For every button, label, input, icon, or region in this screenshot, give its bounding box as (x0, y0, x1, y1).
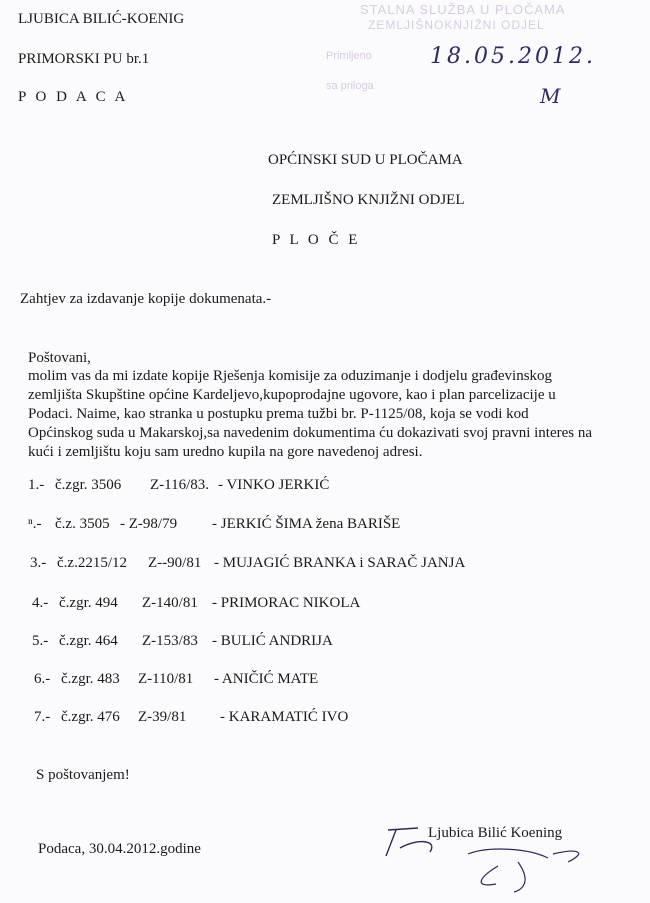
item-reference: Z-116/83. (150, 477, 210, 493)
item-parcel: č.z. 3505 (55, 516, 110, 532)
item-owner: - ANIČIĆ MATE (214, 671, 319, 687)
item-reference: Z-39/81 (138, 709, 187, 725)
signature-name: Ljubica Bilić Koening (428, 825, 563, 841)
body-line: zemljišta Skupštine općine Kardeljevo,kupoprodajne ugovore, kao i plan parcelizacije u (28, 387, 556, 403)
item-parcel: č.zgr. 483 (61, 671, 120, 687)
item-number: ⁿ.- (28, 516, 42, 532)
item-parcel: č.z.2215/12 (57, 555, 127, 571)
item-number: 4.- (32, 595, 49, 611)
item-reference: - Z-98/79 (120, 516, 178, 532)
item-owner: - KARAMATIĆ IVO (220, 709, 349, 725)
item-owner: - PRIMORAC NIKOLA (212, 595, 361, 611)
body-line: Podaci. Naime, kao stranka u postupku prema tužbi br. P-1125/08, koja se vodi kod (28, 406, 529, 422)
item-owner: - VINKO JERKIĆ (218, 477, 330, 493)
item-owner: - BULIĆ ANDRIJA (212, 633, 333, 649)
stamp-line-1: STALNA SLUŽBA U PLOČAMA (360, 2, 566, 17)
subject-line: Zahtjev za izdavanje kopije dokumenata.- (20, 291, 272, 307)
sender-town: P O D A C A (18, 89, 129, 105)
stamp-received-label: Primljeno (326, 50, 372, 62)
greeting: Poštovani, (28, 350, 91, 366)
closing: S poštovanjem! (36, 767, 130, 783)
item-number: 1.- (28, 477, 45, 493)
item-reference: Z-153/83 (142, 633, 198, 649)
recipient-court: OPĆINSKI SUD U PLOČAMA (268, 152, 463, 168)
stamp-initials: M (540, 84, 561, 108)
item-reference: Z-140/81 (142, 595, 198, 611)
body-line: Općinskog suda u Makarskoj,sa navedenim dokumentima ću dokazivati svoj pravni interes na (28, 425, 593, 441)
item-parcel: č.zgr. 476 (61, 709, 120, 725)
item-reference: Z--90/81 (148, 555, 202, 571)
item-number: 6.- (34, 671, 51, 687)
item-owner: - MUJAGIĆ BRANKA i SARAČ JANJA (214, 555, 466, 571)
body-line: molim vas da mi izdate kopije Rješenja komisije za oduzimanje i dodjelu građevinskog (28, 368, 553, 384)
stamp-line-2: ZEMLJIŠNOKNJIŽNI ODJEL (368, 18, 545, 32)
item-number: 3.- (30, 555, 47, 571)
place-date: Podaca, 30.04.2012.godine (38, 841, 201, 857)
item-reference: Z-110/81 (138, 671, 194, 687)
item-number: 5.- (32, 633, 49, 649)
request-body (28, 367, 628, 462)
recipient-department: ZEMLJIŠNO KNJIŽNI ODJEL (272, 192, 465, 208)
item-parcel: č.zgr. 3506 (55, 477, 122, 493)
item-owner: - JERKIĆ ŠIMA žena BARIŠE (212, 516, 401, 532)
sender-name: LJUBICA BILIĆ-KOENIG (18, 11, 185, 27)
stamp-attachments-label: sa prilogа (326, 80, 374, 92)
item-parcel: č.zgr. 464 (59, 633, 118, 649)
stamp-received-date: 18.05.2012. (430, 44, 596, 69)
recipient-city: P L O Č E (272, 232, 361, 248)
item-number: 7.- (34, 709, 51, 725)
sender-address: PRIMORSKI PU br.1 (18, 51, 150, 67)
item-parcel: č.zgr. 494 (59, 595, 118, 611)
body-line: kući i zemljištu koju sam uredno kupila na gore navedenoj adresi. (28, 444, 423, 460)
